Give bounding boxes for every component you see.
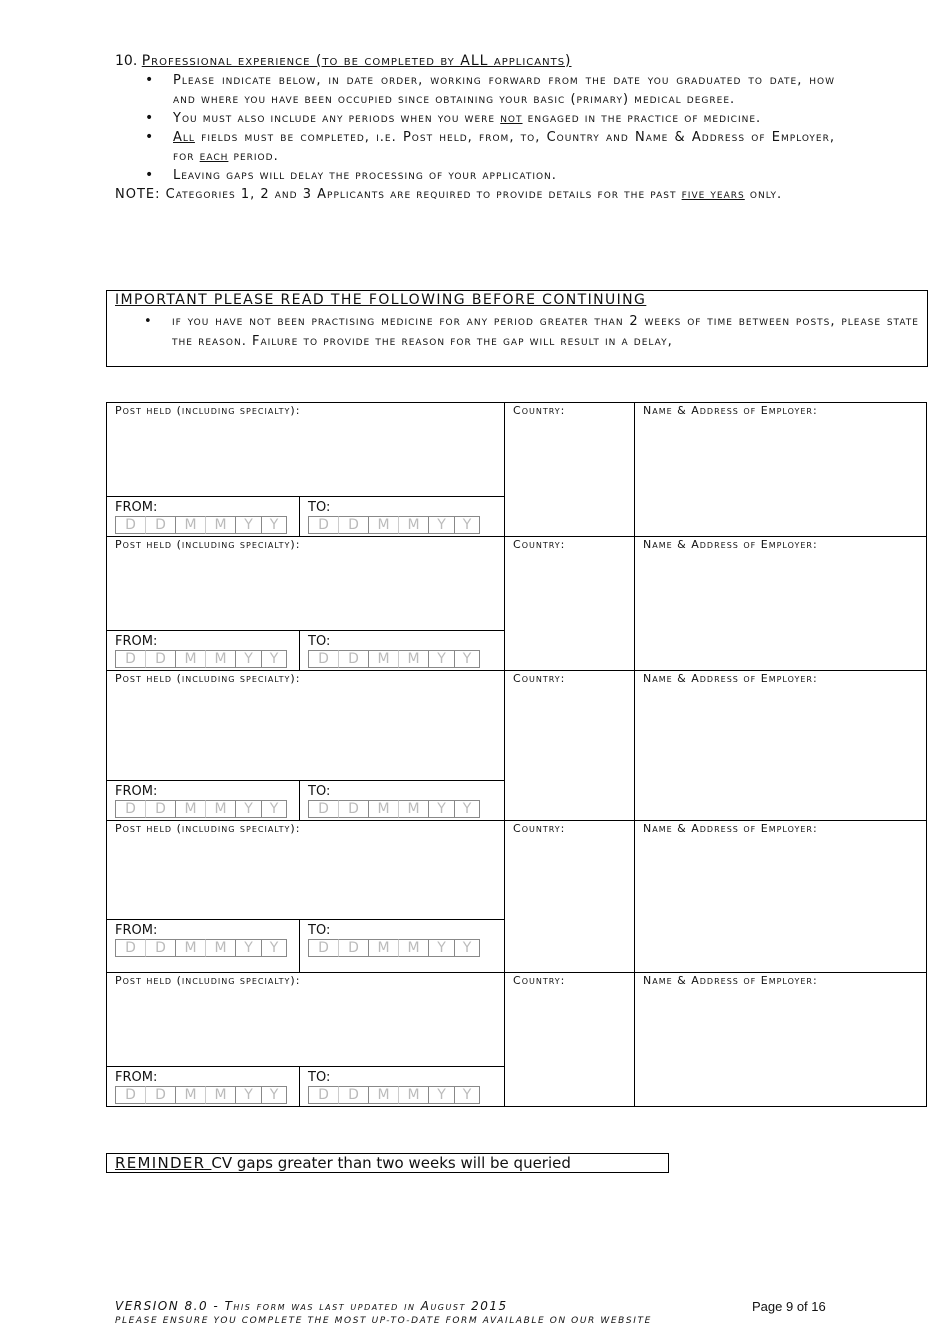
- instruction-item: • You must also include any periods when you were not engaged in the practice of medicine.: [173, 109, 835, 128]
- date-digit-box[interactable]: D: [145, 1086, 175, 1104]
- experience-entry: [107, 973, 927, 1067]
- post-held-field[interactable]: [107, 821, 505, 920]
- employer-field[interactable]: [635, 403, 927, 537]
- employer-field[interactable]: [635, 671, 927, 821]
- country-label: Country:: [513, 974, 566, 987]
- date-digit-box[interactable]: M: [368, 1086, 398, 1104]
- category-note: NOTE: Categories 1, 2 and 3 Applicants are required to provide details for the past five years only.: [115, 187, 783, 202]
- date-digit-box[interactable]: Y: [261, 516, 287, 534]
- to-label: TO:: [308, 1070, 331, 1085]
- experience-entry: [107, 537, 927, 631]
- date-digit-box[interactable]: Y: [261, 650, 287, 668]
- date-digit-box[interactable]: M: [175, 516, 205, 534]
- country-field[interactable]: [505, 403, 635, 537]
- employer-label: Name & Address of Employer:: [643, 672, 818, 685]
- from-label: FROM:: [115, 784, 158, 799]
- post-held-label: Post held (including specialty):: [115, 974, 301, 987]
- date-digit-box[interactable]: Y: [454, 800, 480, 818]
- from-label: FROM:: [115, 500, 158, 515]
- footer-updated: This form was last updated in August 2015: [224, 1299, 508, 1313]
- experience-entry: [107, 821, 927, 920]
- date-digit-box[interactable]: M: [175, 800, 205, 818]
- date-digit-box[interactable]: Y: [428, 1086, 454, 1104]
- section-title: [115, 52, 835, 71]
- employer-label: Name & Address of Employer:: [643, 822, 818, 835]
- instruction-item: • Leaving gaps will delay the processing of your application.: [173, 166, 835, 185]
- date-digit-box[interactable]: D: [115, 800, 145, 818]
- date-digit-box[interactable]: Y: [235, 1086, 261, 1104]
- date-digit-box[interactable]: D: [338, 939, 368, 957]
- date-digit-box[interactable]: Y: [454, 1086, 480, 1104]
- to-date-boxes[interactable]: [308, 800, 504, 818]
- from-date-field[interactable]: [107, 1067, 300, 1107]
- to-date-boxes[interactable]: [308, 1086, 504, 1104]
- section-heading: Professional experience (to be completed by ALL applicants): [141, 53, 572, 69]
- date-digit-box[interactable]: D: [308, 939, 338, 957]
- date-digit-box[interactable]: M: [368, 939, 398, 957]
- post-held-label: Post held (including specialty):: [115, 404, 301, 417]
- date-digit-box[interactable]: D: [145, 516, 175, 534]
- date-digit-box[interactable]: M: [398, 939, 428, 957]
- date-digit-box[interactable]: Y: [261, 1086, 287, 1104]
- experience-entry: [107, 671, 927, 781]
- employer-label: Name & Address of Employer:: [643, 974, 818, 987]
- date-digit-box[interactable]: M: [398, 1086, 428, 1104]
- footer-notice: PLEASE ENSURE YOU COMPLETE THE MOST UP-TO-DATE FORM AVAILABLE ON OUR WEBSITE: [115, 1316, 652, 1326]
- country-label: Country:: [513, 672, 566, 685]
- date-digit-box[interactable]: M: [398, 516, 428, 534]
- from-date-field[interactable]: [107, 497, 300, 537]
- date-digit-box[interactable]: D: [145, 939, 175, 957]
- from-date-field[interactable]: [107, 920, 300, 973]
- from-date-boxes[interactable]: [115, 939, 299, 957]
- important-title: IMPORTANT PLEASE READ THE FOLLOWING BEFORE CONTINUING: [115, 292, 647, 308]
- date-digit-box[interactable]: D: [115, 939, 145, 957]
- to-date-field[interactable]: [300, 781, 505, 821]
- employer-field[interactable]: [635, 821, 927, 973]
- reminder-box: [106, 1153, 669, 1173]
- date-digit-box[interactable]: Y: [235, 516, 261, 534]
- experience-table: [106, 402, 927, 1107]
- date-digit-box[interactable]: Y: [454, 650, 480, 668]
- reminder-label: REMINDER: [115, 1154, 212, 1172]
- from-label: FROM:: [115, 634, 158, 649]
- date-digit-box[interactable]: M: [205, 650, 235, 668]
- date-digit-box[interactable]: Y: [428, 516, 454, 534]
- to-date-boxes[interactable]: [308, 939, 504, 957]
- from-label: FROM:: [115, 923, 158, 938]
- from-date-field[interactable]: [107, 781, 300, 821]
- country-label: Country:: [513, 538, 566, 551]
- date-digit-box[interactable]: Y: [235, 650, 261, 668]
- date-digit-box[interactable]: Y: [235, 939, 261, 957]
- country-field[interactable]: [505, 821, 635, 973]
- date-digit-box[interactable]: D: [145, 650, 175, 668]
- date-digit-box[interactable]: M: [175, 650, 205, 668]
- date-digit-box[interactable]: Y: [428, 650, 454, 668]
- to-date-field[interactable]: [300, 1067, 505, 1107]
- date-digit-box[interactable]: Y: [261, 800, 287, 818]
- date-digit-box[interactable]: M: [368, 650, 398, 668]
- country-field[interactable]: [505, 537, 635, 671]
- to-label: TO:: [308, 784, 331, 799]
- section-number: 10.: [115, 53, 138, 69]
- post-held-field[interactable]: [107, 403, 505, 497]
- footer: [115, 1299, 835, 1326]
- to-label: TO:: [308, 634, 331, 649]
- post-held-label: Post held (including specialty):: [115, 822, 301, 835]
- to-label: TO:: [308, 923, 331, 938]
- post-held-label: Post held (including specialty):: [115, 672, 301, 685]
- date-digit-box[interactable]: M: [175, 1086, 205, 1104]
- date-digit-box[interactable]: D: [338, 1086, 368, 1104]
- instruction-item: • Please indicate below, in date order, working forward from the date you graduated to date, how and where you have been occupied since obtaining your basic (primary) medical degree.: [173, 71, 835, 109]
- footer-version: VERSION 8.0 -: [115, 1299, 225, 1313]
- country-field[interactable]: [505, 973, 635, 1107]
- post-held-field[interactable]: [107, 537, 505, 631]
- country-field[interactable]: [505, 671, 635, 821]
- post-held-field[interactable]: [107, 973, 505, 1067]
- to-date-boxes[interactable]: [308, 650, 504, 668]
- employer-field[interactable]: [635, 973, 927, 1107]
- date-digit-box[interactable]: D: [338, 650, 368, 668]
- post-held-label: Post held (including specialty):: [115, 538, 301, 551]
- date-digit-box[interactable]: M: [205, 516, 235, 534]
- experience-entry: [107, 403, 927, 497]
- to-date-boxes[interactable]: [308, 516, 504, 534]
- date-digit-box[interactable]: M: [175, 939, 205, 957]
- date-digit-box[interactable]: Y: [261, 939, 287, 957]
- date-digit-box[interactable]: M: [205, 1086, 235, 1104]
- date-digit-box[interactable]: D: [115, 1086, 145, 1104]
- date-digit-box[interactable]: M: [368, 800, 398, 818]
- date-digit-box[interactable]: M: [398, 800, 428, 818]
- from-date-boxes[interactable]: [115, 516, 299, 534]
- date-digit-box[interactable]: D: [338, 516, 368, 534]
- date-digit-box[interactable]: D: [115, 516, 145, 534]
- section-10: [115, 52, 835, 204]
- to-date-field[interactable]: [300, 631, 505, 671]
- date-digit-box[interactable]: Y: [428, 800, 454, 818]
- instruction-item: • All fields must be completed, i.e. Post held, from, to, Country and Name & Address of Employer, for each period.: [173, 128, 835, 166]
- date-digit-box[interactable]: M: [398, 650, 428, 668]
- date-digit-box[interactable]: D: [115, 650, 145, 668]
- reminder-text: CV gaps greater than two weeks will be queried: [211, 1154, 571, 1172]
- date-digit-box[interactable]: D: [308, 516, 338, 534]
- instructions-list: [115, 71, 835, 185]
- to-date-field[interactable]: [300, 497, 505, 537]
- date-digit-box[interactable]: Y: [428, 939, 454, 957]
- from-label: FROM:: [115, 1070, 158, 1085]
- date-digit-box[interactable]: D: [308, 650, 338, 668]
- from-date-boxes[interactable]: [115, 800, 299, 818]
- date-digit-box[interactable]: Y: [454, 516, 480, 534]
- employer-label: Name & Address of Employer:: [643, 404, 818, 417]
- important-notice-box: [106, 290, 928, 367]
- employer-field[interactable]: [635, 537, 927, 671]
- date-digit-box[interactable]: M: [205, 800, 235, 818]
- date-digit-box[interactable]: D: [308, 800, 338, 818]
- page-number: Page 9 of 16: [752, 1299, 826, 1314]
- from-date-field[interactable]: [107, 631, 300, 671]
- country-label: Country:: [513, 822, 566, 835]
- date-digit-box[interactable]: Y: [235, 800, 261, 818]
- country-label: Country:: [513, 404, 566, 417]
- important-body: • if you have not been practising medicine for any period greater than 2 weeks of time between posts, please state the reason. Failure to provide the reason for the gap will result in a delay,: [172, 312, 919, 352]
- date-digit-box[interactable]: D: [145, 800, 175, 818]
- post-held-field[interactable]: [107, 671, 505, 781]
- date-digit-box[interactable]: D: [308, 1086, 338, 1104]
- date-digit-box[interactable]: M: [368, 516, 398, 534]
- date-digit-box[interactable]: D: [338, 800, 368, 818]
- date-digit-box[interactable]: M: [205, 939, 235, 957]
- from-date-boxes[interactable]: [115, 650, 299, 668]
- employer-label: Name & Address of Employer:: [643, 538, 818, 551]
- to-label: TO:: [308, 500, 331, 515]
- date-digit-box[interactable]: Y: [454, 939, 480, 957]
- to-date-field[interactable]: [300, 920, 505, 973]
- from-date-boxes[interactable]: [115, 1086, 299, 1104]
